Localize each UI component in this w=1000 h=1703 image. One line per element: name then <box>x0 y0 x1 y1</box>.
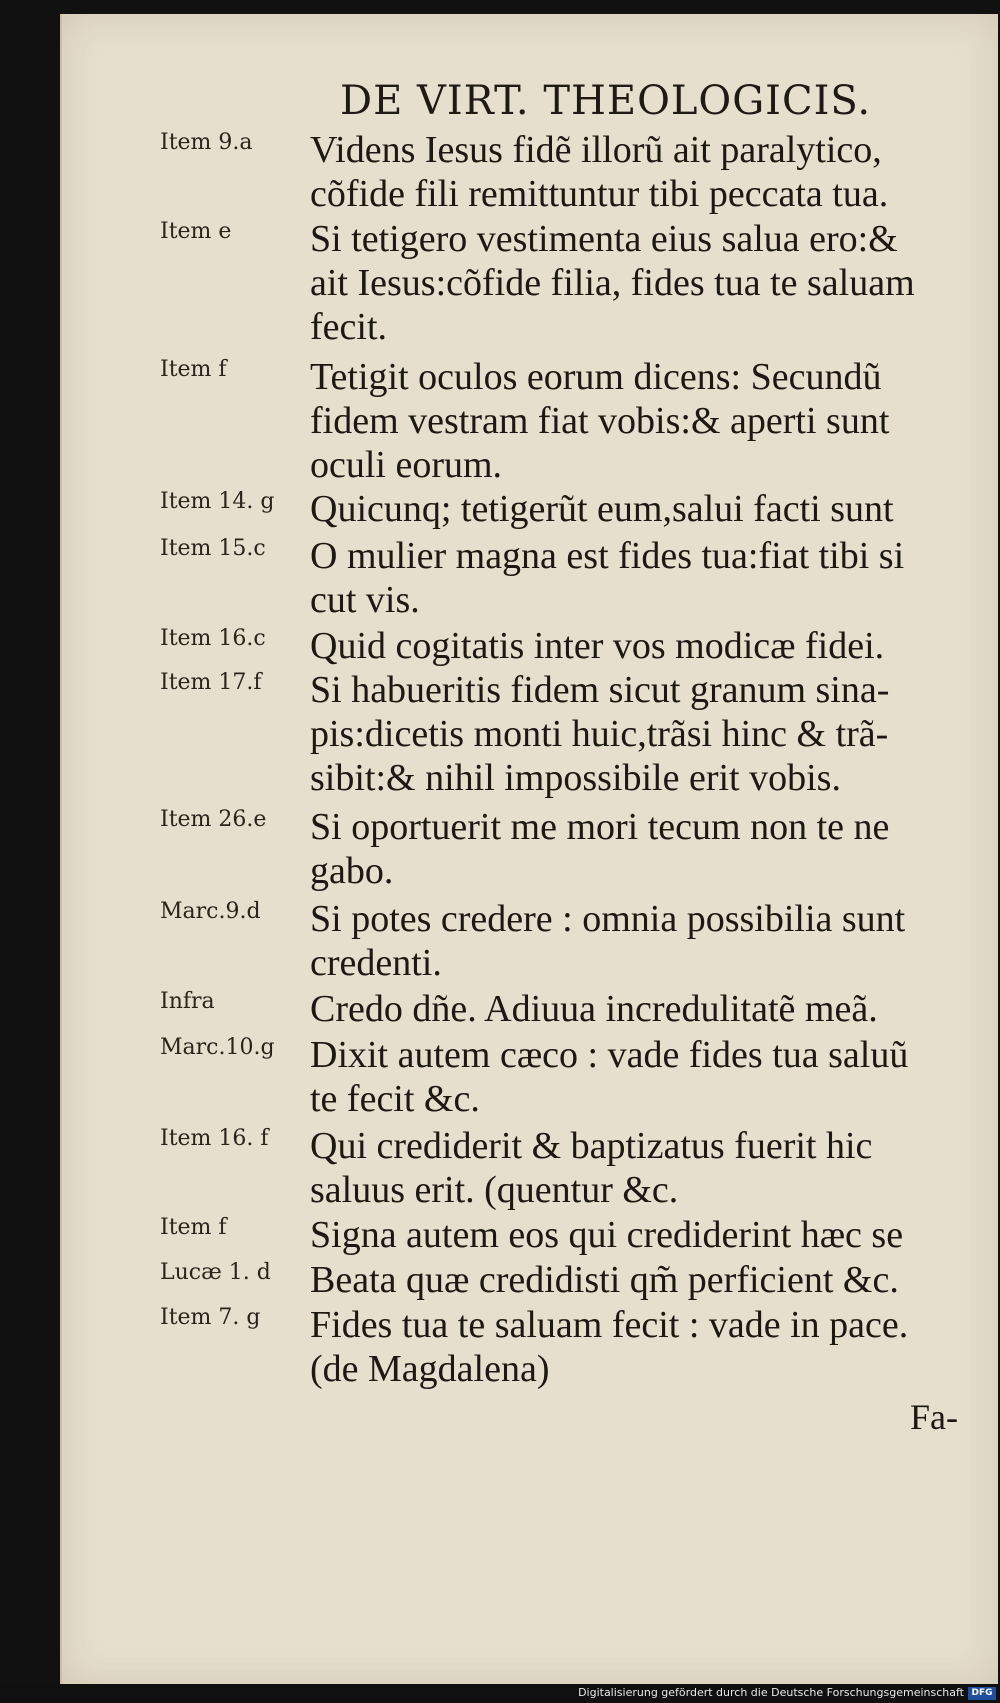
verse-text <box>310 1124 970 1212</box>
verse-line: cõfide fili remittuntur tibi peccata tua. <box>310 173 889 215</box>
verse-text <box>310 355 970 487</box>
margin-reference: Infra <box>160 989 215 1014</box>
verse-line: Tetigit oculos eorum dicens: Secundũ <box>310 356 882 398</box>
verse-line: Quid cogitatis inter vos modicæ fidei. <box>310 625 885 667</box>
margin-reference: Item 15.c <box>160 536 266 561</box>
verse-line: O mulier magna est fides tua:fiat tibi si <box>310 535 905 577</box>
verse-line: credenti. <box>310 942 442 984</box>
verse-line: Si habueritis fidem sicut granum sina- <box>310 669 890 711</box>
margin-reference: Item e <box>160 219 232 244</box>
margin-reference: Item 26.e <box>160 807 267 832</box>
verse-line: Beata quæ credidisti qm̃ perficient &c. <box>310 1259 899 1301</box>
verse-text <box>310 897 970 985</box>
verse-line: Si oportuerit me mori tecum non te ne <box>310 806 890 848</box>
verse-text <box>310 987 970 1031</box>
verse-line: Videns Iesus fidẽ illorũ ait paralytico, <box>310 129 882 171</box>
dfg-logo: DFG <box>968 1687 996 1700</box>
verse-line: Dixit autem cæco : vade fides tua saluũ <box>310 1034 909 1076</box>
margin-reference: Item f <box>160 357 227 382</box>
verse-line: Signa autem eos qui crediderint hæc se <box>310 1214 904 1256</box>
margin-reference: Item 7. g <box>160 1305 261 1330</box>
verse-line: saluus erit. (quentur &c. <box>310 1169 679 1211</box>
verse-text <box>310 1303 970 1391</box>
verse-text <box>310 128 970 216</box>
verse-line: Credo dñe. Adiuua incredulitatẽ meã. <box>310 988 878 1030</box>
verse-line: ait Iesus:cõfide filia, fides tua te saluam <box>310 262 915 304</box>
margin-reference: Item f <box>160 1215 227 1240</box>
margin-reference: Item 16. f <box>160 1126 269 1151</box>
margin-reference: Marc.9.d <box>160 899 261 924</box>
verse-line: Fides tua te saluam fecit : vade in pace. <box>310 1304 909 1346</box>
page-header: DE VIRT. THEOLOGICIS. <box>340 78 872 124</box>
verse-line: te fecit &c. <box>310 1078 480 1120</box>
verse-text <box>310 1213 970 1257</box>
margin-reference: Marc.10.g <box>160 1035 275 1060</box>
verse-text <box>310 487 970 531</box>
verse-line: Qui crediderit & baptizatus fuerit hic <box>310 1125 873 1167</box>
catchword: Fa- <box>910 1397 958 1437</box>
verse-line: fidem vestram fiat vobis:& aperti sunt <box>310 400 890 442</box>
verse-text <box>310 624 970 668</box>
funding-notice: Digitalisierung gefördert durch die Deutsche Forschungsgemeinschaft <box>578 1686 964 1699</box>
verse-text <box>310 668 970 800</box>
verse-line: cut vis. <box>310 579 420 621</box>
verse-line: pis:dicetis monti huic,trãsi hinc & trã- <box>310 713 889 755</box>
verse-line: Si potes credere : omnia possibilia sunt <box>310 898 906 940</box>
verse-text <box>310 217 970 349</box>
margin-reference: Item 9.a <box>160 130 253 155</box>
verse-line: (de Magdalena) <box>310 1348 550 1390</box>
verse-line: Quicunq; tetigerũt eum,salui facti sunt <box>310 488 894 530</box>
verse-line: Si tetigero vestimenta eius salua ero:& <box>310 218 898 260</box>
margin-reference: Item 17.f <box>160 670 262 695</box>
verse-text <box>310 1033 970 1121</box>
verse-line: gabo. <box>310 850 394 892</box>
margin-reference: Item 14. g <box>160 489 275 514</box>
verse-text <box>310 805 970 893</box>
margin-reference: Item 16.c <box>160 626 266 651</box>
verse-line: sibit:& nihil impossibile erit vobis. <box>310 757 841 799</box>
margin-reference: Lucæ 1. d <box>160 1260 271 1285</box>
digitization-footer <box>0 1684 1000 1703</box>
verse-text <box>310 1258 970 1302</box>
verse-line: oculi eorum. <box>310 444 503 486</box>
verse-text <box>310 534 970 622</box>
verse-line: fecit. <box>310 306 388 348</box>
